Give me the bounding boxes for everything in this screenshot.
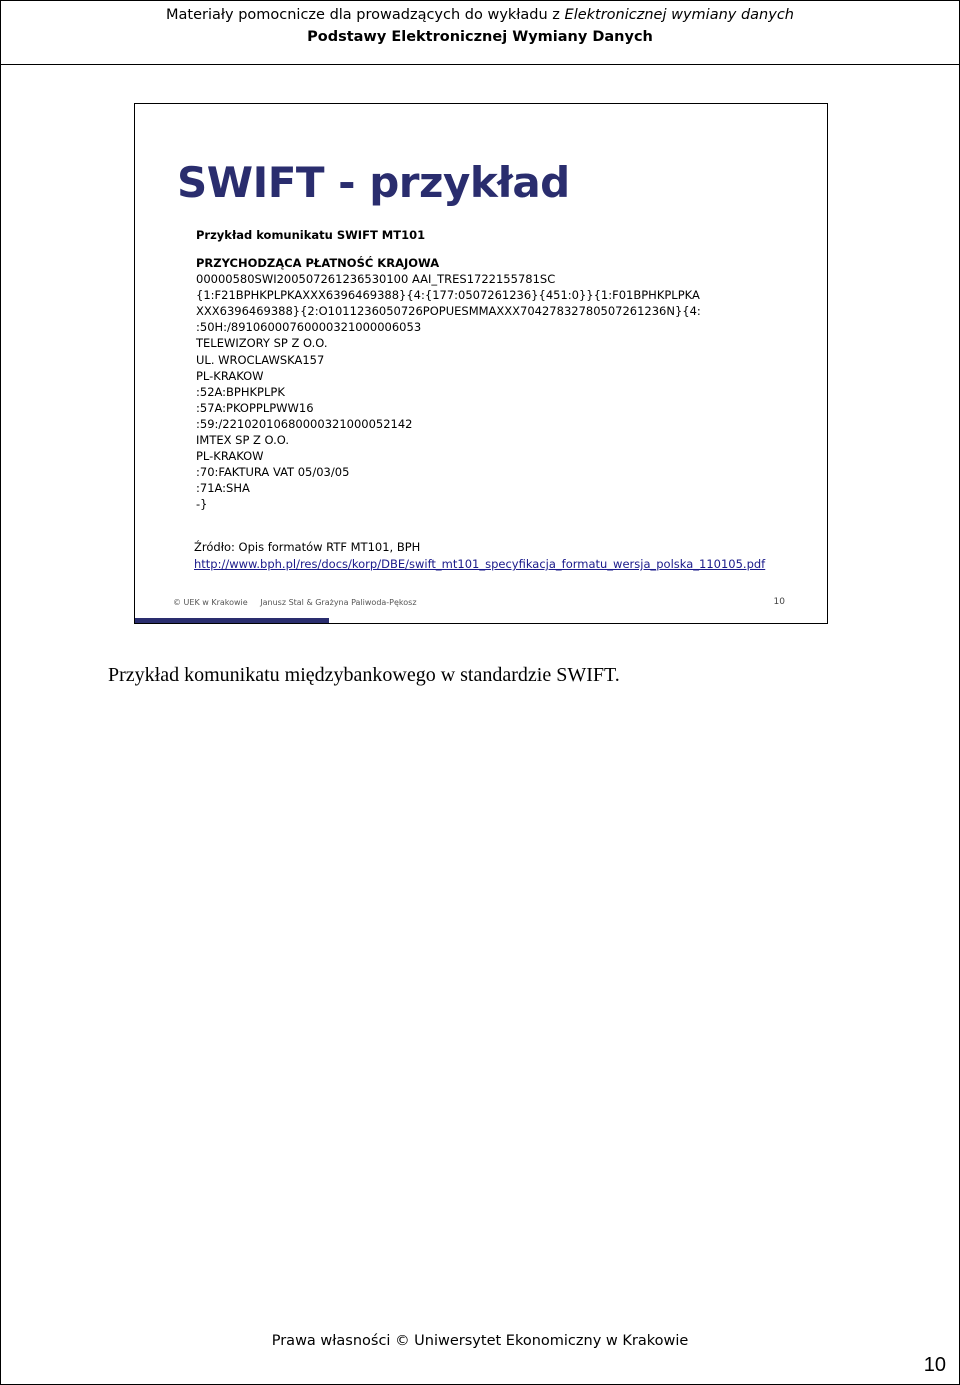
swift-message-line: -} — [196, 497, 208, 512]
slide-title: SWIFT - przykład — [177, 158, 570, 207]
swift-message-line: PRZYCHODZĄCA PŁATNOŚĆ KRAJOWA — [196, 256, 440, 270]
document-header — [0, 0, 960, 65]
swift-message-line: TELEWIZORY SP Z O.O. — [196, 336, 328, 351]
swift-message-line: :71A:SHA — [196, 481, 250, 496]
slide-thumbnail — [134, 103, 828, 624]
swift-message-line: :50H:/89106000760000321000006053 — [196, 320, 422, 335]
slide-heading: Przykład komunikatu SWIFT MT101 — [196, 228, 426, 242]
swift-message-line: :57A:PKOPPLPWW16 — [196, 400, 314, 415]
page-number: 10 — [923, 1354, 946, 1376]
swift-message-line: XXX6396469388}{2:O1011236050726POPUESMMAXXX70427832780507261236N}{4: — [196, 304, 701, 319]
slide-footer — [173, 598, 417, 607]
swift-message-line: 00000580SWI200507261236530100 AAI_TRES1722155781SC — [196, 272, 556, 287]
swift-message-line: :52A:BPHKPLPK — [196, 384, 285, 399]
slide-source — [194, 540, 765, 571]
swift-message-line: :59:/22102010680000321000052142 — [196, 416, 413, 431]
swift-message-line: IMTEX SP Z O.O. — [196, 433, 290, 448]
footer-copyright: Prawa własności © Uniwersytet Ekonomiczny w Krakowie — [271, 1333, 689, 1349]
header-line-2: Podstawy Elektronicznej Wymiany Danych — [307, 29, 653, 45]
swift-message-line: PL-KRAKOW — [196, 368, 264, 383]
swift-message — [196, 255, 816, 513]
slide-number: 10 — [773, 597, 785, 607]
header-line-1 — [0, 7, 960, 23]
header-line-1-italic: Elektronicznej wymiany danych — [564, 7, 794, 23]
swift-message-line: UL. WROCLAWSKA157 — [196, 352, 325, 367]
slide-accent-bar — [135, 618, 329, 623]
swift-message-line: :70:FAKTURA VAT 05/03/05 — [196, 465, 350, 480]
swift-message-line: {1:F21BPHKPLPKAXXX6396469388}{4:{177:0507261236}{451:0}}{1:F01BPHKPLPKA — [196, 288, 700, 303]
swift-message-line: PL-KRAKOW — [196, 449, 264, 464]
slide-footer-institution: © UEK w Krakowie — [173, 598, 248, 607]
slide-body — [196, 228, 816, 513]
source-link[interactable]: http://www.bph.pl/res/docs/korp/DBE/swift_mt101_specyfikacja_formatu_wersja_polska_110105.pdf — [194, 557, 766, 571]
source-label: Źródło: Opis formatów RTF MT101, BPH — [194, 540, 421, 554]
slide-footer-authors: Janusz Stal & Grażyna Paliwoda-Pękosz — [260, 598, 417, 607]
slide-caption: Przykład komunikatu międzybankowego w standardzie SWIFT. — [108, 664, 620, 686]
header-line-1-text: Materiały pomocnicze dla prowadzących do wykładu z — [166, 7, 565, 23]
